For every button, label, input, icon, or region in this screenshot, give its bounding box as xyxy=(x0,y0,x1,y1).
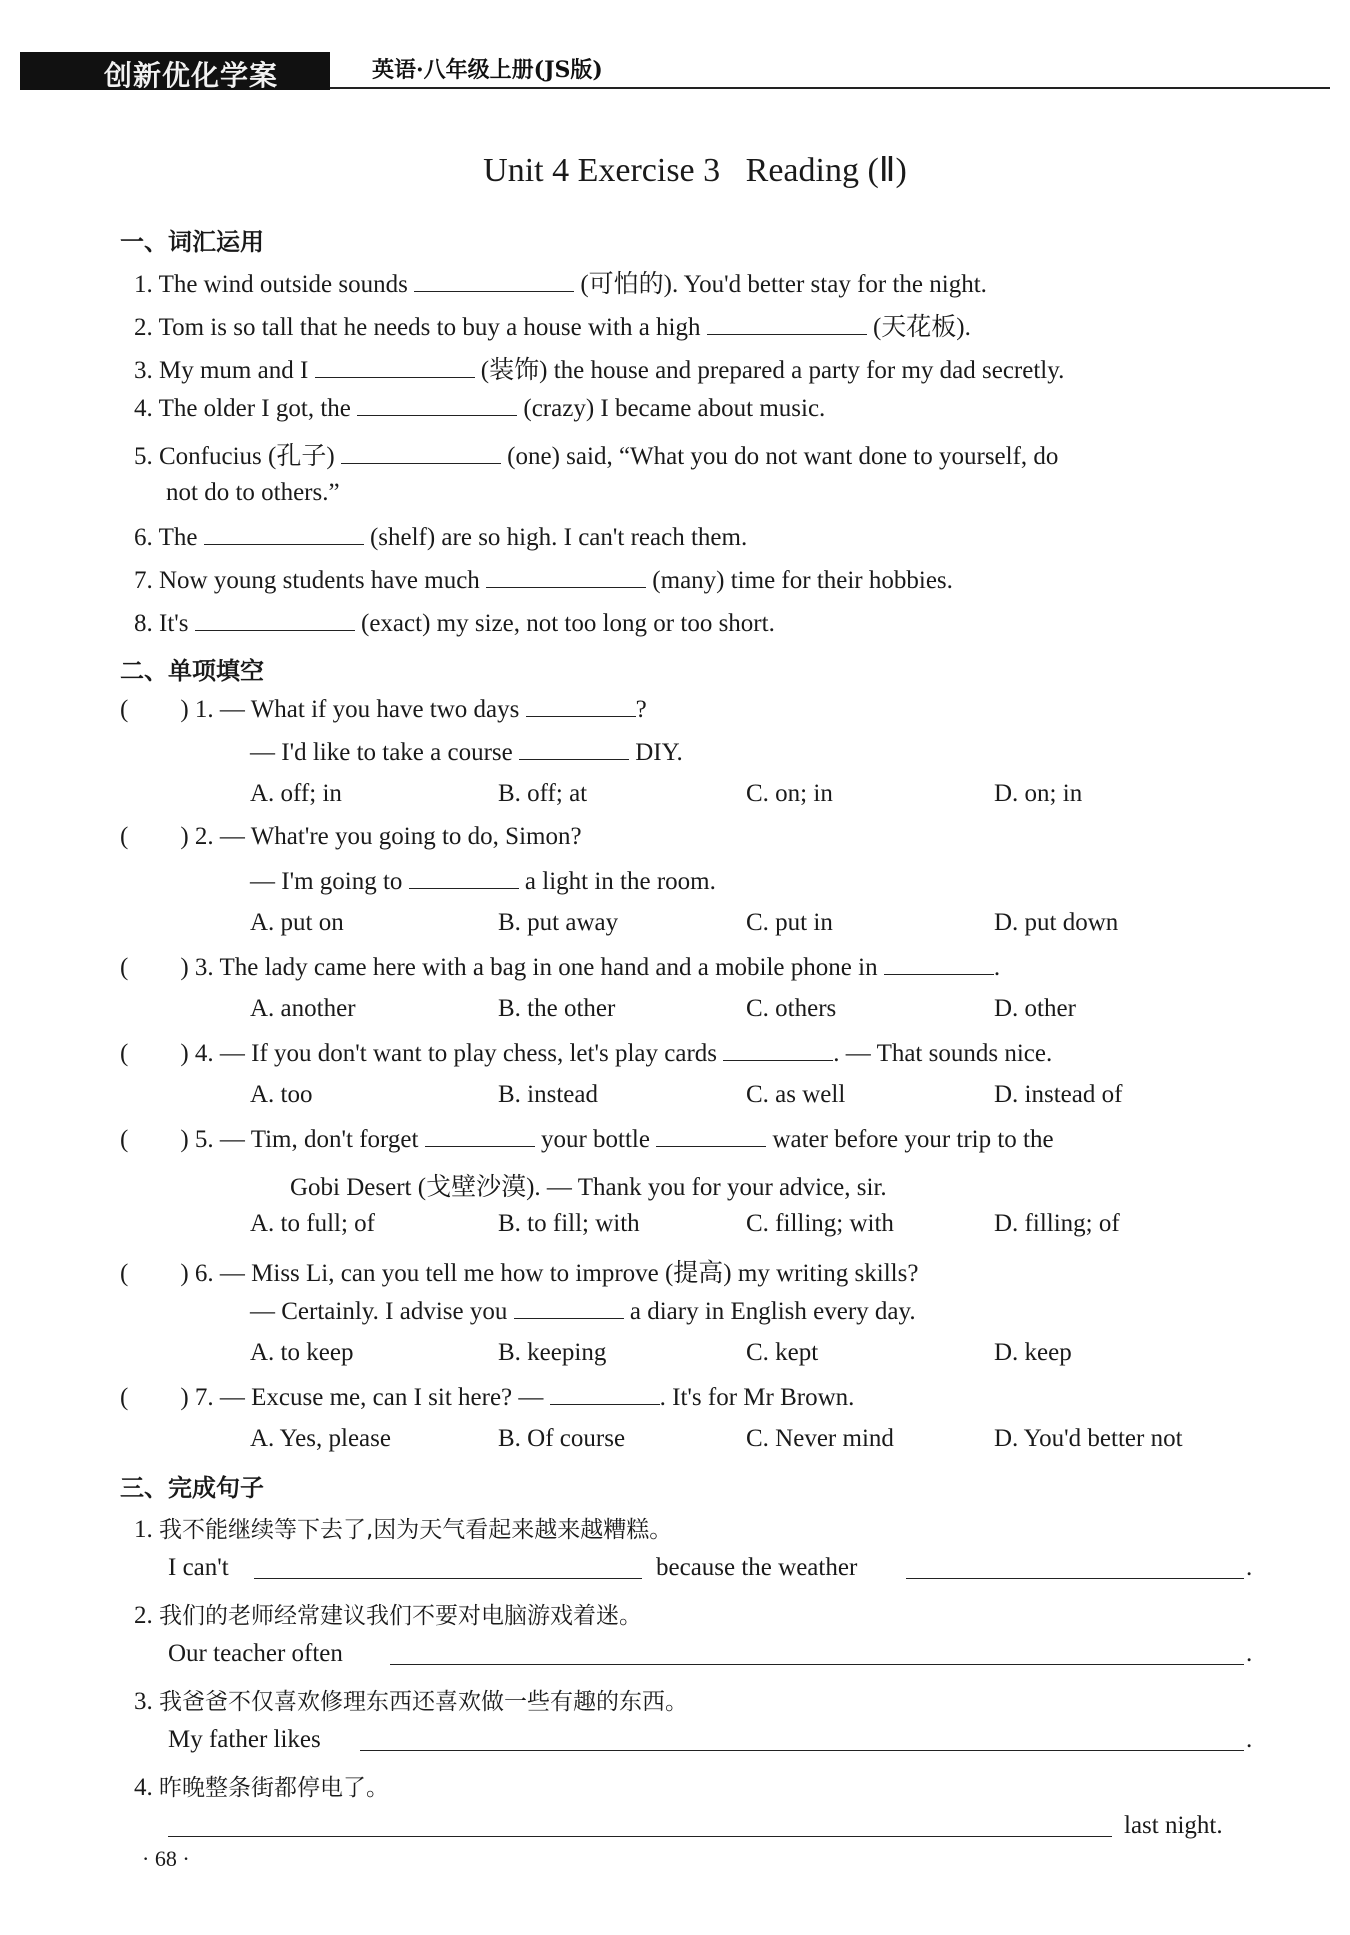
option-c[interactable]: C. filling; with xyxy=(746,1210,894,1237)
vocab-item-8: 8. It's (exact) my size, not too long or too short. xyxy=(134,610,775,637)
header-rule xyxy=(330,87,1330,89)
option-d[interactable]: D. filling; of xyxy=(994,1210,1120,1237)
answer-blank[interactable] xyxy=(550,1382,660,1405)
translation-item-1-middle: because the weather xyxy=(656,1554,858,1581)
choice-question-6: ( ) 6. — Miss Li, can you tell me how to improve (提高) my writing skills? xyxy=(120,1260,919,1287)
answer-blank[interactable] xyxy=(884,952,994,975)
option-d[interactable]: D. keep xyxy=(994,1339,1072,1366)
translation-item-3-chinese: 3. 我爸爸不仅喜欢修理东西还喜欢做一些有趣的东西。 xyxy=(134,1688,688,1715)
answer-blank[interactable] xyxy=(707,312,867,335)
option-a[interactable]: A. too xyxy=(250,1081,313,1108)
option-c[interactable]: C. on; in xyxy=(746,780,833,807)
answer-line[interactable] xyxy=(360,1750,1244,1751)
answer-paren[interactable]: ( ) xyxy=(120,1126,189,1153)
answer-blank[interactable] xyxy=(195,608,355,631)
answer-blank[interactable] xyxy=(526,694,636,717)
answer-paren[interactable]: ( ) xyxy=(120,1260,189,1287)
vocab-item-3: 3. My mum and I (装饰) the house and prepared a party for my dad secretly. xyxy=(134,357,1065,384)
option-c[interactable]: C. Never mind xyxy=(746,1425,894,1452)
answer-line[interactable] xyxy=(254,1578,642,1579)
vocab-item-7: 7. Now young students have much (many) time for their hobbies. xyxy=(134,567,953,594)
option-a[interactable]: A. to keep xyxy=(250,1339,354,1366)
page-number: · 68 · xyxy=(142,1846,190,1871)
vocab-item-6: 6. The (shelf) are so high. I can't reach them. xyxy=(134,524,748,551)
answer-blank[interactable] xyxy=(204,522,364,545)
section-heading-choice: 二、单项填空 xyxy=(120,657,264,685)
brand-logo: 创新优化学案 xyxy=(104,59,279,92)
section-heading-complete: 三、完成句子 xyxy=(120,1474,264,1502)
vocab-item-5-continued: not do to others.” xyxy=(166,479,340,506)
translation-item-4-chinese: 4. 昨晚整条街都停电了。 xyxy=(134,1774,389,1801)
answer-blank[interactable] xyxy=(357,393,517,416)
translation-item-1-english: I can't xyxy=(168,1554,229,1581)
choice-question-3: ( ) 3. The lady came here with a bag in one hand and a mobile phone in . xyxy=(120,954,1001,981)
option-a[interactable]: A. off; in xyxy=(250,780,342,807)
translation-item-1-chinese: 1. 我不能继续等下去了,因为天气看起来越来越糟糕。 xyxy=(134,1516,673,1543)
option-d[interactable]: D. instead of xyxy=(994,1081,1123,1108)
choice-question-1: ( ) 1. — What if you have two days ? xyxy=(120,696,647,723)
answer-line[interactable] xyxy=(906,1578,1244,1579)
translation-item-2-english: Our teacher often xyxy=(168,1640,343,1667)
choice-question-6-reply: — Certainly. I advise you a diary in English every day. xyxy=(250,1298,916,1325)
answer-blank[interactable] xyxy=(341,441,501,464)
option-b[interactable]: B. instead xyxy=(498,1081,598,1108)
choice-question-4: ( ) 4. — If you don't want to play chess, let's play cards . — That sounds nice. xyxy=(120,1040,1053,1067)
choice-question-7: ( ) 7. — Excuse me, can I sit here? — . It's for Mr Brown. xyxy=(120,1384,855,1411)
answer-blank[interactable] xyxy=(315,355,475,378)
option-b[interactable]: B. keeping xyxy=(498,1339,607,1366)
option-a[interactable]: A. put on xyxy=(250,909,344,936)
section-heading-vocab: 一、词汇运用 xyxy=(120,228,264,256)
translation-item-3-english: My father likes xyxy=(168,1726,321,1753)
option-b[interactable]: B. off; at xyxy=(498,780,588,807)
vocab-item-1: 1. The wind outside sounds (可怕的). You'd better stay for the night. xyxy=(134,271,987,298)
period: . xyxy=(1246,1726,1253,1753)
option-c[interactable]: C. kept xyxy=(746,1339,819,1366)
translation-item-2-chinese: 2. 我们的老师经常建议我们不要对电脑游戏着迷。 xyxy=(134,1602,642,1629)
translation-item-4-ending: last night. xyxy=(1124,1812,1223,1839)
vocab-item-5: 5. Confucius (孔子) (one) said, “What you do not want done to yourself, do xyxy=(134,443,1059,470)
vocab-item-2: 2. Tom is so tall that he needs to buy a house with a high (天花板). xyxy=(134,314,971,341)
answer-blank[interactable] xyxy=(656,1124,766,1147)
answer-blank[interactable] xyxy=(514,1296,624,1319)
choice-question-2: ( ) 2. — What're you going to do, Simon? xyxy=(120,823,582,850)
answer-blank[interactable] xyxy=(519,737,629,760)
answer-paren[interactable]: ( ) xyxy=(120,954,189,981)
option-d[interactable]: D. on; in xyxy=(994,780,1083,807)
answer-paren[interactable]: ( ) xyxy=(120,696,189,723)
option-c[interactable]: C. put in xyxy=(746,909,833,936)
option-b[interactable]: B. Of course xyxy=(498,1425,626,1452)
answer-blank[interactable] xyxy=(425,1124,535,1147)
option-a[interactable]: A. another xyxy=(250,995,356,1022)
option-a[interactable]: A. Yes, please xyxy=(250,1425,391,1452)
option-b[interactable]: B. to fill; with xyxy=(498,1210,640,1237)
choice-question-2-reply: — I'm going to a light in the room. xyxy=(250,868,716,895)
period: . xyxy=(1246,1640,1253,1667)
answer-paren[interactable]: ( ) xyxy=(120,823,189,850)
option-d[interactable]: D. You'd better not xyxy=(994,1425,1183,1452)
choice-question-5-continued: Gobi Desert (戈壁沙漠). — Thank you for your advice, sir. xyxy=(290,1174,887,1201)
option-b[interactable]: B. put away xyxy=(498,909,619,936)
period: . xyxy=(1246,1554,1253,1581)
option-c[interactable]: C. others xyxy=(746,995,837,1022)
page-title: Unit 4 Exercise 3 Reading (Ⅱ) xyxy=(483,152,907,189)
choice-question-5: ( ) 5. — Tim, don't forget your bottle water before your trip to the xyxy=(120,1126,1054,1153)
option-d[interactable]: D. put down xyxy=(994,909,1119,936)
answer-line[interactable] xyxy=(168,1836,1112,1837)
option-c[interactable]: C. as well xyxy=(746,1081,846,1108)
answer-paren[interactable]: ( ) xyxy=(120,1384,189,1411)
option-b[interactable]: B. the other xyxy=(498,995,616,1022)
answer-blank[interactable] xyxy=(409,866,519,889)
option-d[interactable]: D. other xyxy=(994,995,1076,1022)
answer-blank[interactable] xyxy=(486,565,646,588)
answer-blank[interactable] xyxy=(723,1038,833,1061)
choice-question-1-reply: — I'd like to take a course DIY. xyxy=(250,739,683,766)
answer-line[interactable] xyxy=(390,1664,1244,1665)
vocab-item-4: 4. The older I got, the (crazy) I became about music. xyxy=(134,395,826,422)
answer-paren[interactable]: ( ) xyxy=(120,1040,189,1067)
book-title: 英语·八年级上册(JS版) xyxy=(372,57,603,83)
answer-blank[interactable] xyxy=(414,269,574,292)
option-a[interactable]: A. to full; of xyxy=(250,1210,375,1237)
